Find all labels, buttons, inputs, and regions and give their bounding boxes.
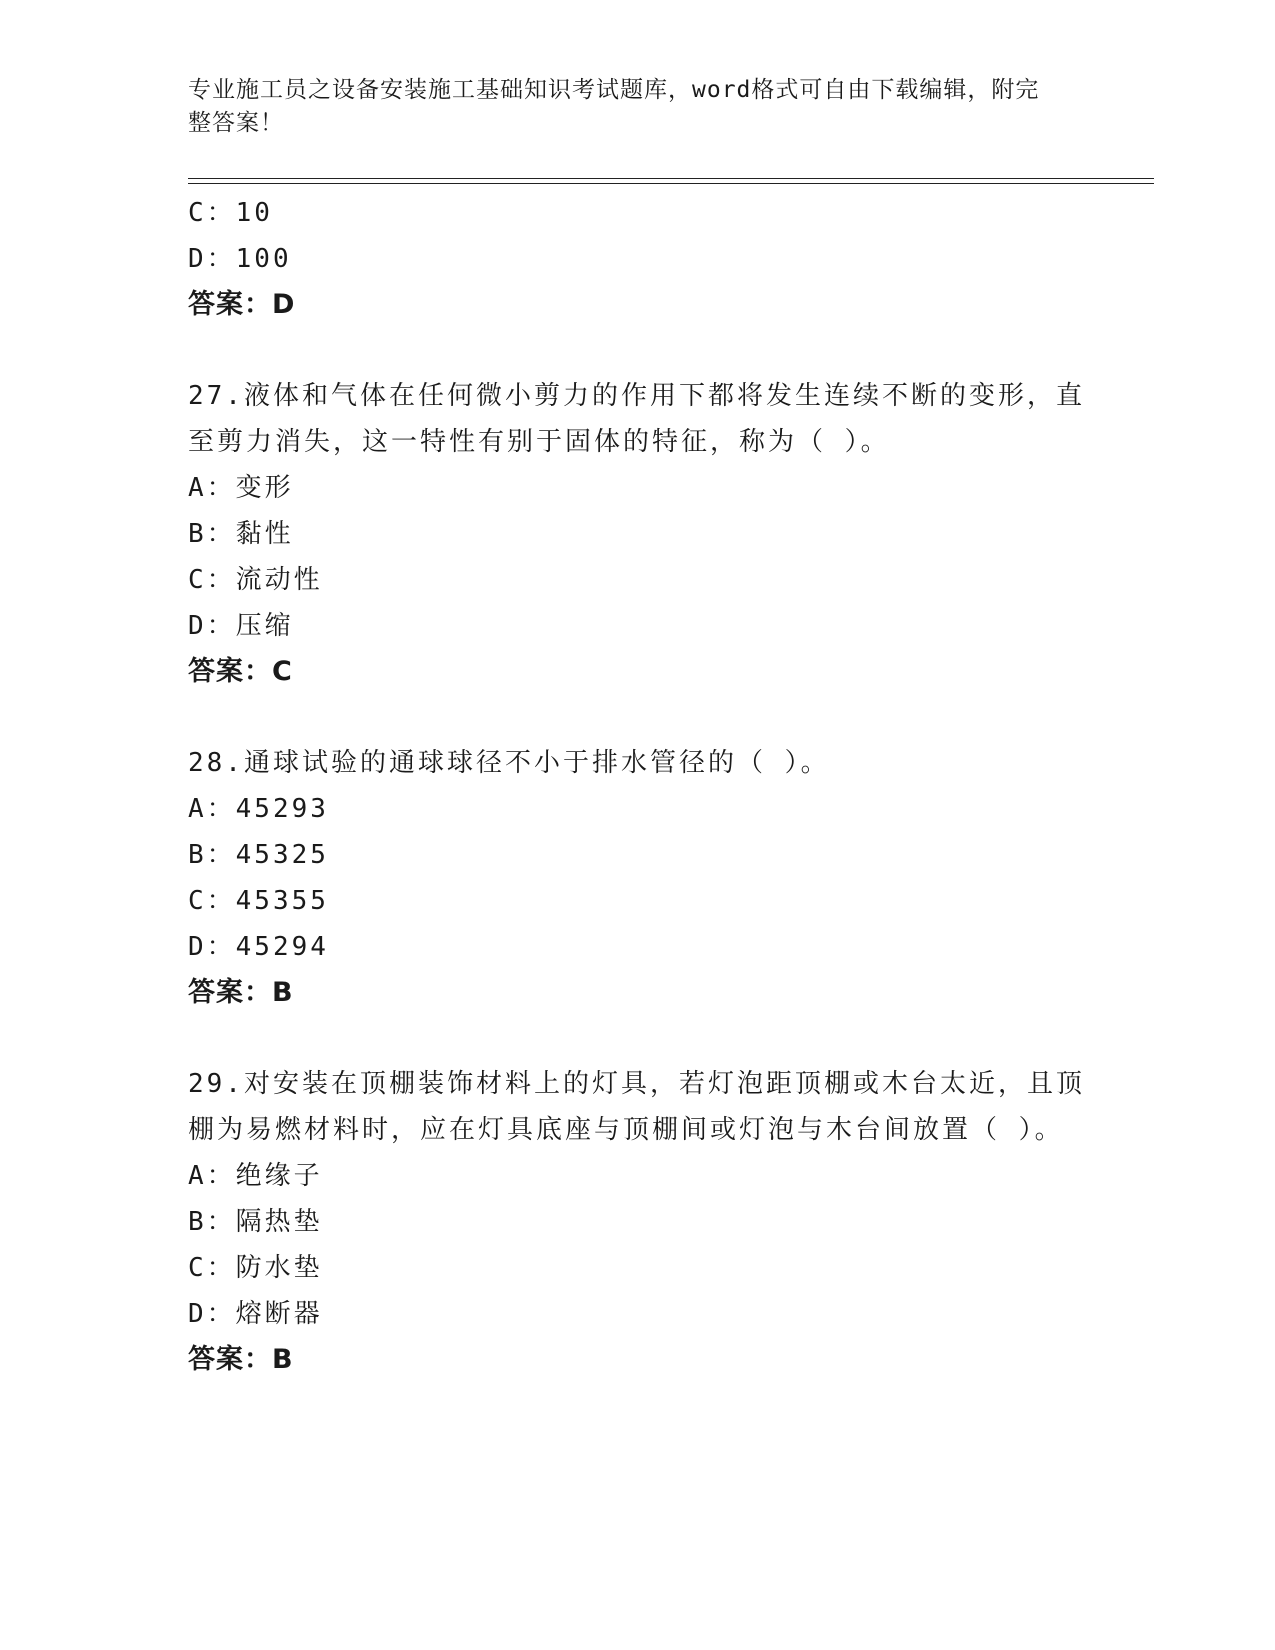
header-divider-top bbox=[188, 178, 1154, 179]
option-a: A：变形 bbox=[188, 473, 294, 503]
header-title-line1: 专业施工员之设备安装施工基础知识考试题库，word格式可自由下载编辑，附完 bbox=[188, 77, 1040, 103]
option-b: B：隔热垫 bbox=[188, 1207, 323, 1237]
option-d: D：100 bbox=[188, 244, 292, 274]
header-title-line2: 整答案！ bbox=[188, 110, 284, 136]
question-27 bbox=[188, 373, 1088, 695]
option-d: D：熔断器 bbox=[188, 1299, 323, 1329]
question-28 bbox=[188, 740, 1088, 1016]
option-a: A：45293 bbox=[188, 794, 329, 824]
question-stem: 28.通球试验的通球球径不小于排水管径的（ ）。 bbox=[188, 748, 830, 778]
option-a: A：绝缘子 bbox=[188, 1161, 323, 1191]
option-c: C：45355 bbox=[188, 886, 329, 916]
answer-line: 答案：D bbox=[188, 289, 296, 320]
option-c: C：10 bbox=[188, 198, 273, 228]
question-list bbox=[188, 190, 1088, 1383]
question-29 bbox=[188, 1061, 1088, 1383]
question-stem: 27.液体和气体在任何微小剪力的作用下都将发生连续不断的变形，直 bbox=[188, 381, 1085, 411]
option-d: D：45294 bbox=[188, 932, 329, 962]
answer-line: 答案：C bbox=[188, 656, 293, 687]
question-stem: 至剪力消失，这一特性有别于固体的特征，称为（ ）。 bbox=[188, 427, 890, 457]
prev-question-block bbox=[188, 190, 1088, 328]
question-stem: 棚为易燃材料时，应在灯具底座与顶棚间或灯泡与木台间放置（ ）。 bbox=[188, 1115, 1064, 1145]
question-stem: 29.对安装在顶棚装饰材料上的灯具，若灯泡距顶棚或木台太近，且顶 bbox=[188, 1069, 1085, 1099]
answer-line: 答案：B bbox=[188, 1344, 294, 1375]
option-b: B：45325 bbox=[188, 840, 329, 870]
page-header bbox=[188, 74, 1078, 140]
option-c: C：防水垫 bbox=[188, 1253, 323, 1283]
option-b: B：黏性 bbox=[188, 519, 294, 549]
option-d: D：压缩 bbox=[188, 611, 294, 641]
answer-line: 答案：B bbox=[188, 977, 294, 1008]
option-c: C：流动性 bbox=[188, 565, 323, 595]
header-divider-bottom bbox=[188, 183, 1154, 184]
